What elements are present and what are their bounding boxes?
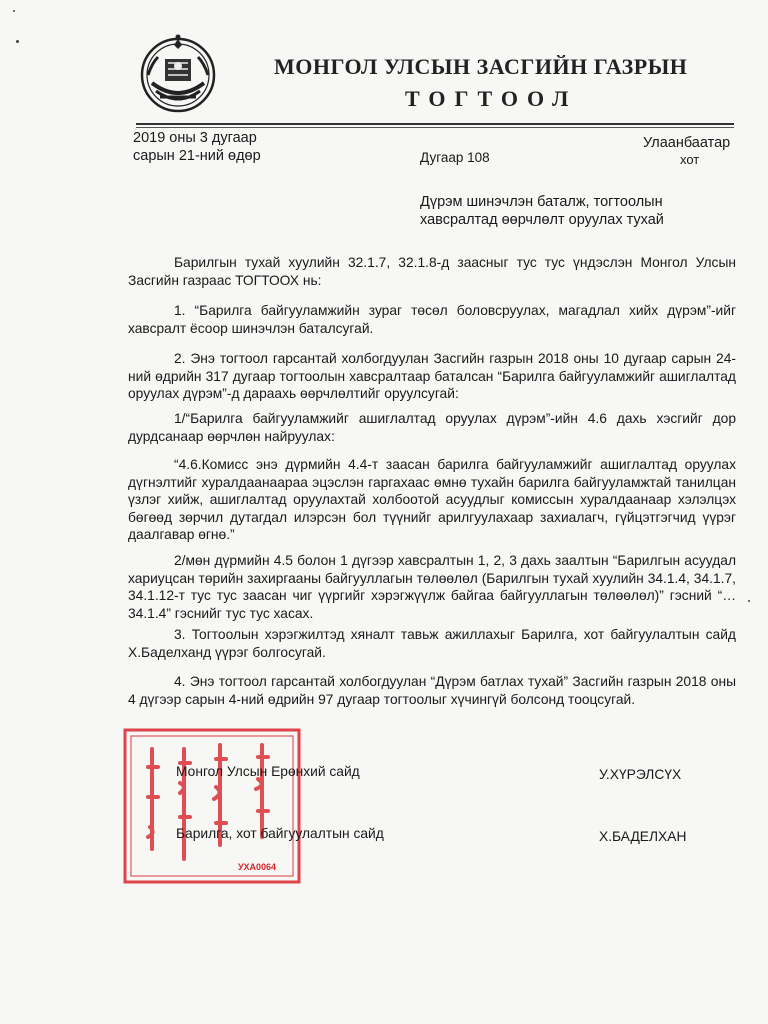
signatory-title: Монгол Улсын Ерөнхий сайд — [176, 764, 360, 779]
paragraph: 3. Тогтоолын хэрэгжилтэд хяналт тавьж ажиллахыг Барилга, хот байгуулалтын сайд Х.Баделханд үүрэг болгосугай. — [128, 627, 736, 660]
header-rule-thin — [136, 127, 734, 128]
resolution-title: ТОГТООЛ — [405, 86, 578, 111]
scan-speck — [16, 40, 19, 43]
paragraph: 4. Энэ тогтоол гарсантай холбогдуулан “Дүрэм батлах тухай” Засгийн газрын 2018 оны 4 дүгээр сарын 4-ний өдрийн 97 дугаар тогтоолыг хүчингүй болсонд тооцсугай. — [128, 674, 736, 707]
paragraph: “4.6.Комисс энэ дүрмийн 4.4-т заасан барилга байгууламжийг ашиглалтад оруулах дүгнэлтийг хуралдаанаараа эцэслэн гаргахаас өмнө тухайн барилга байгууламжтай танилцан үзлэг хийж, ашиглалтад оруулахтай холбоотой асуудлыг комиссын хуралдаанаар хэлэлцэх бөгөөд зөрчил дутагдал илэрсэн бол түүнийг арилгуулахаар захиалагч, гүйцэтгэгчид үүрэг даалгавар өгнө.” — [128, 457, 736, 543]
date-line-1: 2019 оны 3 дугаар — [133, 130, 257, 146]
resolution-number: Дугаар 108 — [420, 150, 490, 165]
scan-speck — [748, 600, 750, 602]
paragraph: Барилгын тухай хуулийн 32.1.7, 32.1.8-д заасныг тус тус үндэслэн Монгол Улсын Засгийн газраас ТОГТООХ нь: — [128, 255, 736, 288]
paragraph: 1/“Барилга байгууламжийг ашиглалтад оруулах дүрэм”-ийн 4.6 дахь хэсгийг дор дурдсанаар өөрчлөн найруулах: — [128, 411, 736, 444]
signatory-name: У.ХҮРЭЛСҮХ — [599, 767, 682, 782]
header-rule — [136, 123, 734, 125]
government-title: МОНГОЛ УЛСЫН ЗАСГИЙН ГАЗРЫН — [274, 54, 688, 79]
subject-line-1: Дүрэм шинэчлэн баталж, тогтоолын — [420, 194, 663, 210]
scan-speck — [13, 10, 15, 12]
paragraph: 2/мөн дүрмийн 4.5 болон 1 дүгээр хавсралтын 1, 2, 3 дахь заалтын “Барилгын асуудал хариуцсан төрийн захиргааны байгууллагын төлөөлөл (Барилгын тухай хуулийн 34.1.4, 34.1.7, 34.1.12-т тус тус заасан чиг үүргийг хэрэгжүүлж байгаа байгууллагын төлөөлөл)” гэсний “…34.1.4” гэснийг тус тус хасах. — [128, 553, 736, 621]
paragraph: 2. Энэ тогтоол гарсантай холбогдуулан Засгийн газрын 2018 оны 10 дугаар сарын 24-ний өдрийн 317 дугаар тогтоолын хавсралтаар баталсан “Барилга байгууламжийг ашиглалтад оруулах дүрэм”-д дараахь өөрчлөлтийг оруулсугай: — [128, 351, 736, 402]
stamp-code: УХА0064 — [237, 862, 277, 872]
signatory-title: Барилга, хот байгуулалтын сайд — [176, 826, 384, 841]
signatory-name: Х.БАДЕЛХАН — [599, 829, 687, 844]
paragraph: 1. “Барилга байгууламжийн зураг төсөл боловсруулах, магадлал хийх дүрэм”-ийг хавсралт ёсоор шинэчлэн баталсугай. — [128, 303, 736, 336]
city-name: Улаанбаатар — [643, 135, 731, 151]
official-seal-stamp — [122, 727, 302, 885]
subject-line-2: хавсралтад өөрчлөлт оруулах тухай — [420, 212, 664, 228]
state-emblem-icon — [138, 33, 218, 115]
city-suffix: хот — [680, 152, 700, 167]
date-line-2: сарын 21-ний өдөр — [133, 148, 261, 164]
subject-block — [420, 193, 664, 229]
